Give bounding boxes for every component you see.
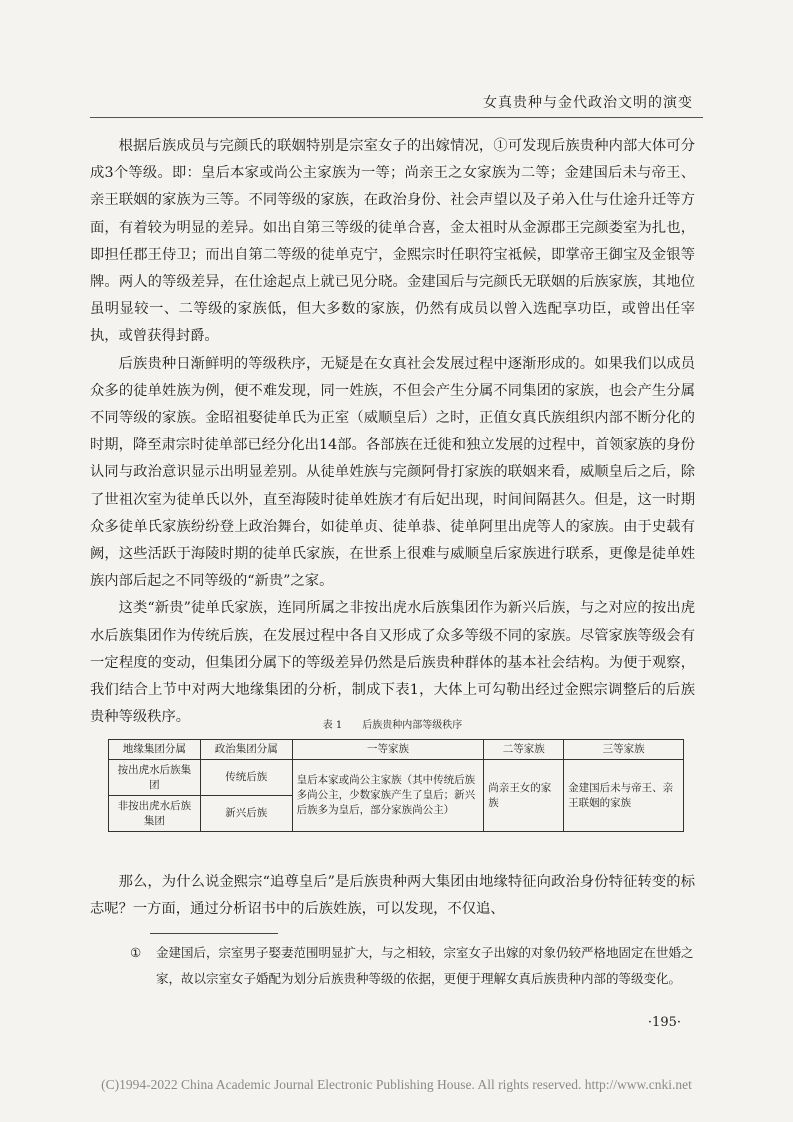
table-cell-political-group: 新兴后族 (200, 796, 292, 832)
footnote-mark: ① (130, 945, 142, 960)
table-cell-second-class: 尚亲王女的家族 (484, 760, 564, 832)
table-header-row (109, 740, 684, 760)
footnote-divider (150, 933, 278, 934)
table-cell-political-group: 传统后族 (200, 760, 292, 796)
body-paragraph-3: 这类“新贵”徒单氏家族，连同所属之非按出虎水后族集团作为新兴后族，与之对应的按出虎水后族集团作为传统后族，在发展过程中各自又形成了众多等级不同的家族。尽管家族等级会有一定程度的变动，但集团分属下的等级差异仍然是后族贵种群体的基本社会结构。为便于观察，我们结合上节中对两大地缘集团的分析，制成下表1，大体上可勾勒出经过金熙宗调整后的后族贵种等级秩序。 (90, 600, 695, 726)
running-header-title: 女真贵种与金代政治文明的演变 (483, 95, 693, 111)
table-caption: 表 1 后族贵种内部等级秩序 (322, 720, 463, 731)
footnote (130, 940, 700, 992)
body-paragraph-1: 根据后族成员与完颜氏的联姻特别是宗室女子的出嫁情况，①可发现后族贵种内部大体可分成3个等级。即：皇后本家或尚公主家族为一等；尚亲王之女家族为二等；金建国后未与帝王、亲王联姻的家族为三等。不同等级的家族，在政治身份、社会声望以及子弟入仕与仕途升迁等方面，有着较为明显的差异。如出自第三等级的徒单合喜，金太祖时从金源郡王完颜娄室为扎也，即担任郡王侍卫；而出自第二等级的徒单克宁，金熙宗时任职符宝祗候，即掌帝王御宝及金银等牌。两人的等级差异，在仕途起点上就已见分晓。金建国后与完颜氏无联姻的后族家族，其地位虽明显较一、二等级的家族低，但大多数的家族，仍然有成员以曾入选配享功臣，或曾出任宰执，或曾获得封爵。 (90, 138, 695, 345)
table-cell-first-class: 皇后本家或尚公主家族（其中传统后族多尚公主，少数家族产生了皇后；新兴后族多为皇后，部分家族尚公主） (292, 760, 484, 832)
copyright-notice: (C)1994-2022 China Academic Journal Electronic Publishing House. All rights reserved. http://www.cnki.net (101, 1077, 692, 1092)
closing-body (90, 869, 695, 923)
table-header-cell: 二等家族 (484, 740, 564, 760)
main-body (90, 133, 695, 731)
body-paragraph-2: 后族贵种日渐鲜明的等级秩序，无疑是在女真社会发展过程中逐渐形成的。如果我们以成员众多的徒单姓族为例，便不难发现，同一姓族，不但会产生分属不同集团的家族，也会产生分属不同等级的家族。金昭祖娶徒单氏为正室（威顺皇后）之时，正值女真氏族组织内部不断分化的时期，降至肃宗时徒单部已经分化出14部。各部族在迁徙和独立发展的过程中，首领家族的身份认同与政治意识显示出明显差别。从徒单姓族与完颜阿骨打家族的联姻来看，威顺皇后之后，除了世祖次室为徒单氏以外，直至海陵时徒单姓族才有后妃出现，时间间隔甚久。但是，这一时期众多徒单氏家族纷纷登上政治舞台，如徒单贞、徒单恭、徒单阿里出虎等人的家族。由于史载有阙，这些活跃于海陵时期的徒单氏家族，在世系上很难与威顺皇后家族进行联系，更像是徒单姓族内部后起之不同等级的“新贵”之家。 (90, 355, 695, 590)
header-divider (90, 117, 703, 118)
table-header-cell: 政治集团分属 (200, 740, 292, 760)
table-row (109, 760, 684, 796)
page-number: ·195· (647, 1015, 681, 1030)
footnote-text: 金建国后，宗室男子娶妻范围明显扩大，与之相较，宗室女子出嫁的对象仍较严格地固定在世婚之家，故以宗室女子婚配为划分后族贵种等级的依据，更便于理解女真后族贵种内部的等级变化。 (156, 945, 694, 986)
clan-hierarchy-table (108, 739, 684, 832)
table-header-cell: 一等家族 (292, 740, 484, 760)
table-cell-geo-group: 非按出虎水后族集团 (109, 796, 201, 832)
body-paragraph-4: 那么，为什么说金熙宗“追尊皇后”是后族贵种两大集团由地缘特征向政治身份特征转变的标志呢？一方面，通过分析诏书中的后族姓族，可以发现，不仅追、 (90, 874, 695, 918)
table-cell-geo-group: 按出虎水后族集团 (109, 760, 201, 796)
table-cell-third-class: 金建国后未与帝王、亲王联姻的家族 (564, 760, 684, 832)
table-header-cell: 地缘集团分属 (109, 740, 201, 760)
table-header-cell: 三等家族 (564, 740, 684, 760)
